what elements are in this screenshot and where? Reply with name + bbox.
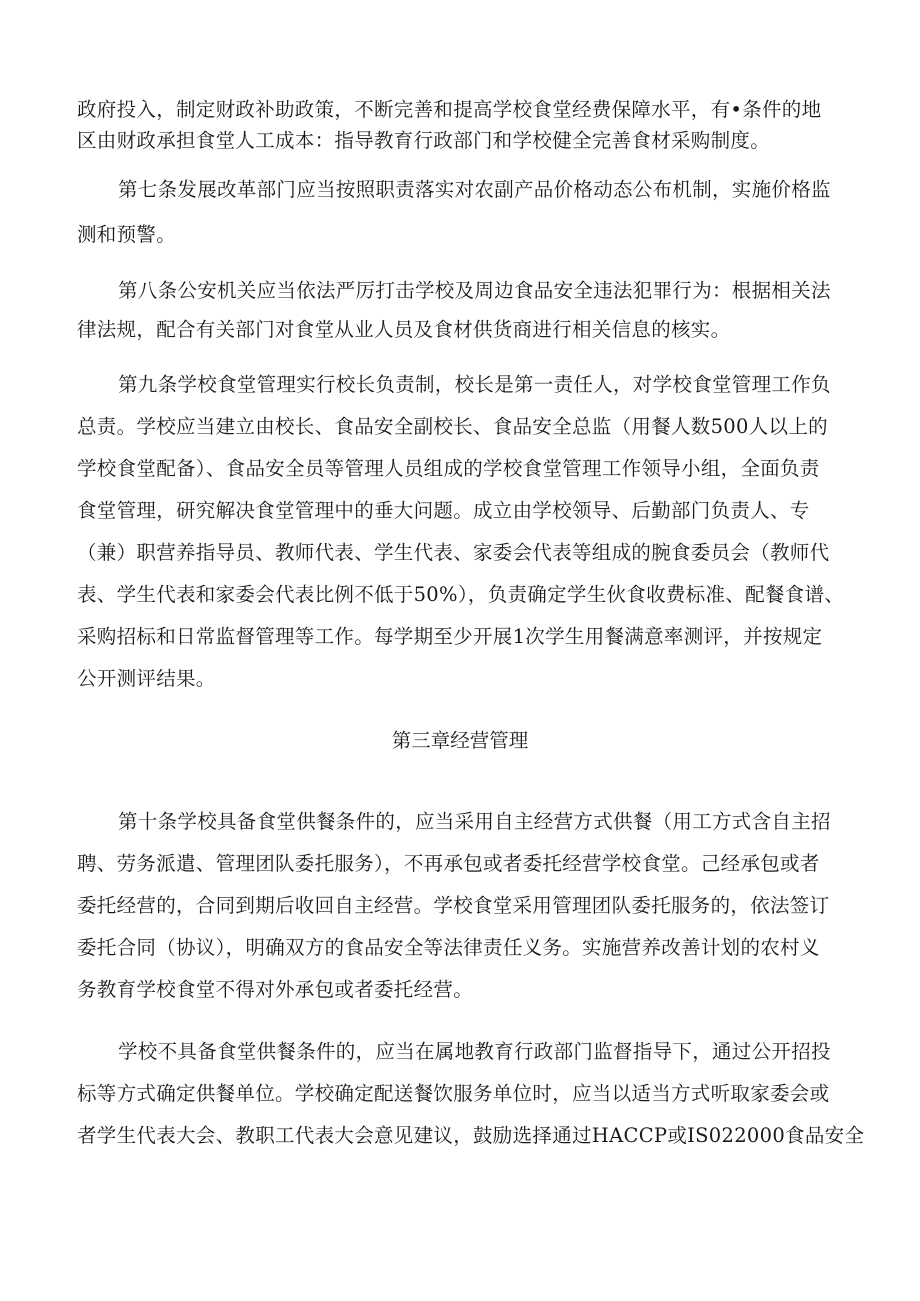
chapter-heading: 第三章经营管理	[391, 729, 529, 752]
text-line: 学校食堂配备）、食品安全员等管理人员组成的学校食堂管理工作领导小组，全面负责	[77, 457, 820, 480]
text-line: 第十条学校具备食堂供餐条件的，应当采用自主经营方式供餐（用工方式含自主招	[118, 810, 831, 833]
text-line: 委托经营的，合同到期后收回自主经营。学校食堂采用管理团队委托服务的，依法签订	[77, 894, 830, 917]
text-line: 表、学生代表和家委会代表比例不低于50%），负责确定学生伙食收费标准、配餐食谱、	[77, 583, 845, 606]
text-line: 委托合同（协议），明确双方的食品安全等法律责任义务。实施营养改善计划的农村义	[77, 936, 820, 959]
text-line: 采购招标和日常监督管理等工作。每学期至少开展1次学生用餐满意率测评，并按规定	[77, 625, 823, 648]
text-line: 第七条发展改革部门应当按照职责落实对农副产品价格动态公布机制，实施价格监	[118, 178, 831, 201]
text-line: 学校不具备食堂供餐条件的，应当在属地教育行政部门监督指导下，通过公开招投	[118, 1040, 831, 1063]
text-line: 总责。学校应当建立由校长、食品安全副校长、食品安全总监（用餐人数500人以上的	[77, 415, 828, 438]
text-line: 聘、劳务派遣、管理团队委托服务），不再承包或者委托经营学校食堂。己经承包或者	[77, 852, 820, 875]
text-line: 第八条公安机关应当依法严厉打击学校及周边食品安全违法犯罪行为：根据相关法	[118, 279, 831, 302]
text-line: 公开测评结果。	[77, 667, 216, 690]
text-line: 律法规，配合有关部门对食堂从业人员及食材供货商进行相关信息的核实。	[77, 318, 731, 341]
text-line: （兼）职营养指导员、教师代表、学生代表、家委会代表等组成的腕食委员会（教师代	[77, 541, 830, 564]
text-line: 标等方式确定供餐单位。学校确定配送餐饮服务单位时，应当以适当方式听取家委会或	[77, 1082, 830, 1105]
text-line: 第九条学校食堂管理实行校长负责制，校长是第一责任人，对学校食堂管理工作负	[118, 373, 831, 396]
text-line: 政府投入，制定财政补助政策，不断完善和提高学校食堂经费保障水平，有•条件的地	[77, 98, 822, 121]
text-line: 食堂管理，研究解决食堂管理中的垂大问题。成立由学校领导、后勤部门负责人、专	[77, 499, 810, 522]
text-line: 区由财政承担食堂人工成本：指导教育行政部门和学校健全完善食材采购制度。	[77, 129, 771, 152]
text-line: 者学生代表大会、教职工代表大会意见建议，鼓励选择通过HACCP或IS022000食品安全	[77, 1124, 865, 1147]
text-line: 测和预警。	[77, 223, 177, 246]
text-line: 务教育学校食堂不得对外承包或者委托经营。	[77, 978, 474, 1001]
